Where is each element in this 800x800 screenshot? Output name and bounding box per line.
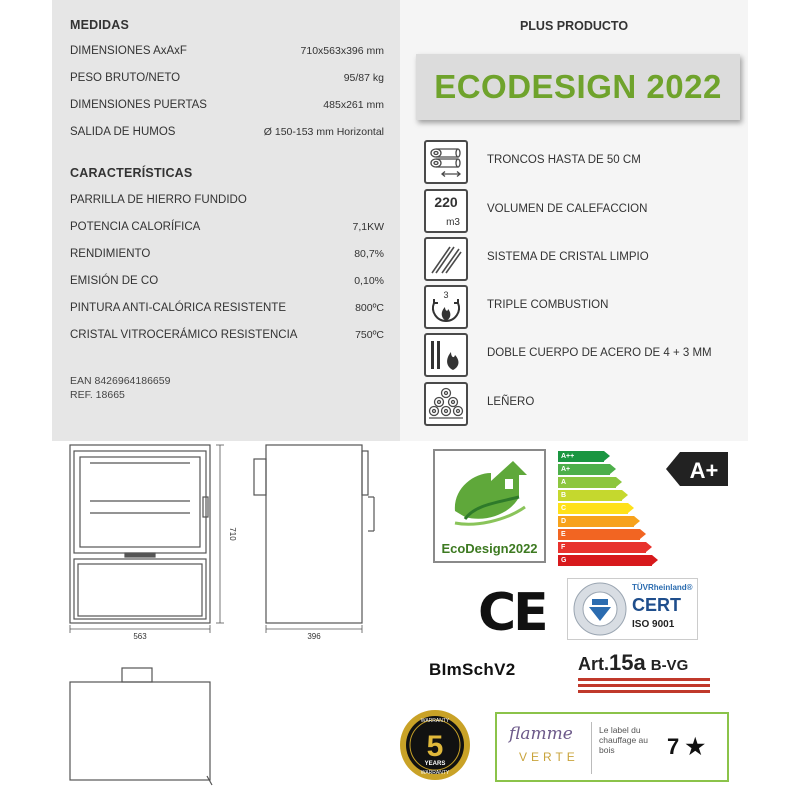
tuv-cert-text: CERT [632,595,681,615]
feature-row [70,194,384,210]
spec-label: DIMENSIONES AxAxF [70,45,187,57]
spec-value: 95/87 kg [343,72,384,84]
feature-value: 80,7% [354,248,384,260]
energy-label-scale [558,451,668,576]
art-number: 15a [609,650,646,675]
ref-code: REF. 18665 [70,389,125,401]
volume-icon [424,189,468,233]
feature-row [70,248,384,264]
flamme-stars: 7 ★ [667,734,706,759]
energy-bar: A [558,477,616,488]
log-holder-icon [424,382,468,426]
logs-icon [424,140,468,184]
energy-bar: A++ [558,451,604,462]
warranty-bottom-text: WARRANTY [420,770,450,776]
volume-unit: m3 [446,217,460,228]
spec-row [70,45,384,61]
feature-label: EMISIÓN DE CO [70,275,159,287]
plus-title: PLUS PRODUCTO [519,19,629,33]
spec-row [70,99,384,115]
art15a-logo [578,650,710,694]
plus-feature [424,237,744,281]
bimschv2-label: BImSchV2 [429,660,516,679]
feature-value: 7,1KW [352,221,384,233]
feature-row [70,329,384,345]
depth-dimension: 396 [307,632,321,641]
plus-feature-label: TRIPLE COMBUSTION [487,299,609,311]
ecodesign-logo-text: EcoDesign2022 [441,541,538,556]
art15a-text [578,650,688,676]
ecodesign-logo [433,449,546,563]
energy-bar: B [558,490,622,501]
plus-panel [400,0,748,441]
spec-label: SALIDA DE HUMOS [70,126,176,138]
art15a-line [578,678,710,681]
double-body-steel-icon [424,333,468,377]
spec-value: Ø 150-153 mm Horizontal [263,126,384,138]
plus-feature [424,333,744,377]
art15a-line [578,690,710,693]
ce-mark: CE [478,583,546,643]
front-view-drawing [60,441,240,641]
plus-feature-label: SISTEMA DE CRISTAL LIMPIO [487,251,649,263]
warranty-years-label: YEARS [424,761,446,767]
medidas-title: MEDIDAS [70,18,130,32]
tuv-iso-text: ISO 9001 [632,619,675,630]
plus-feature [424,140,744,184]
ean-code: EAN 8426964186659 [70,375,171,387]
spec-row [70,126,384,142]
verte-text: VERTE [519,750,579,764]
feature-label: CRISTAL VITROCERÁMICO RESISTENCIA [70,329,298,341]
flamme-text: flamme [509,724,573,744]
warranty-top-text: WARRANTY [420,718,450,724]
feature-value: 800ºC [355,302,384,314]
clean-glass-icon [424,237,468,281]
plus-feature-label: LEÑERO [487,396,535,408]
flamme-verte-logo [495,712,729,782]
plus-feature [424,285,744,329]
art-suffix: B-VG [650,657,689,674]
plus-feature-label: VOLUMEN DE CALEFACCION [487,203,648,215]
plus-feature-label: TRONCOS HASTA DE 50 CM [487,154,641,166]
width-dimension: 563 [133,632,147,641]
top-view-drawing [60,660,220,790]
plus-feature [424,382,744,426]
art-prefix: Art. [578,654,609,674]
plus-feature-label: DOBLE CUERPO DE ACERO DE 4 + 3 MM [487,347,712,359]
spec-value: 710x563x396 mm [300,45,384,57]
combustion-number: 3 [443,290,449,300]
height-dimension: 710 [228,527,237,541]
spec-label: PESO BRUTO/NETO [70,72,181,84]
feature-value: 0,10% [354,275,384,287]
side-view-drawing [250,441,380,641]
flamme-divider [591,722,592,774]
feature-row [70,275,384,291]
feature-row [70,221,384,237]
feature-value: 750ºC [355,329,384,341]
feature-label: RENDIMIENTO [70,248,151,260]
feature-label: POTENCIA CALORÍFICA [70,221,201,233]
ecodesign-banner: ECODESIGN 2022 [416,54,740,120]
tuv-brand: TÜVRheinland® [632,583,693,592]
energy-bar: E [558,529,640,540]
energy-bar: D [558,516,634,527]
energy-rating-badge [666,452,728,486]
energy-bar: A+ [558,464,610,475]
caracteristicas-title: CARACTERÍSTICAS [70,166,193,180]
triple-combustion-icon [424,285,468,329]
flamme-label: Le label du chauffage au bois [599,725,648,755]
specs-panel [52,0,400,441]
spec-value: 485x261 mm [323,99,384,111]
feature-label: PINTURA ANTI-CALÓRICA RESISTENTE [70,302,286,314]
spec-row [70,72,384,88]
spec-label: DIMENSIONES PUERTAS [70,99,207,111]
energy-bar: C [558,503,628,514]
feature-row [70,302,384,318]
feature-label: PARRILLA DE HIERRO FUNDIDO [70,194,247,206]
plus-feature [424,189,744,233]
energy-bar: G [558,555,652,566]
art15a-line [578,684,710,687]
tuv-cert-logo [567,578,698,640]
warranty-seal [397,707,473,783]
warranty-years-number: 5 [426,730,444,763]
volume-value: 220 [434,194,458,210]
energy-bar: F [558,542,646,553]
energy-rating-text: A+ [689,458,719,483]
